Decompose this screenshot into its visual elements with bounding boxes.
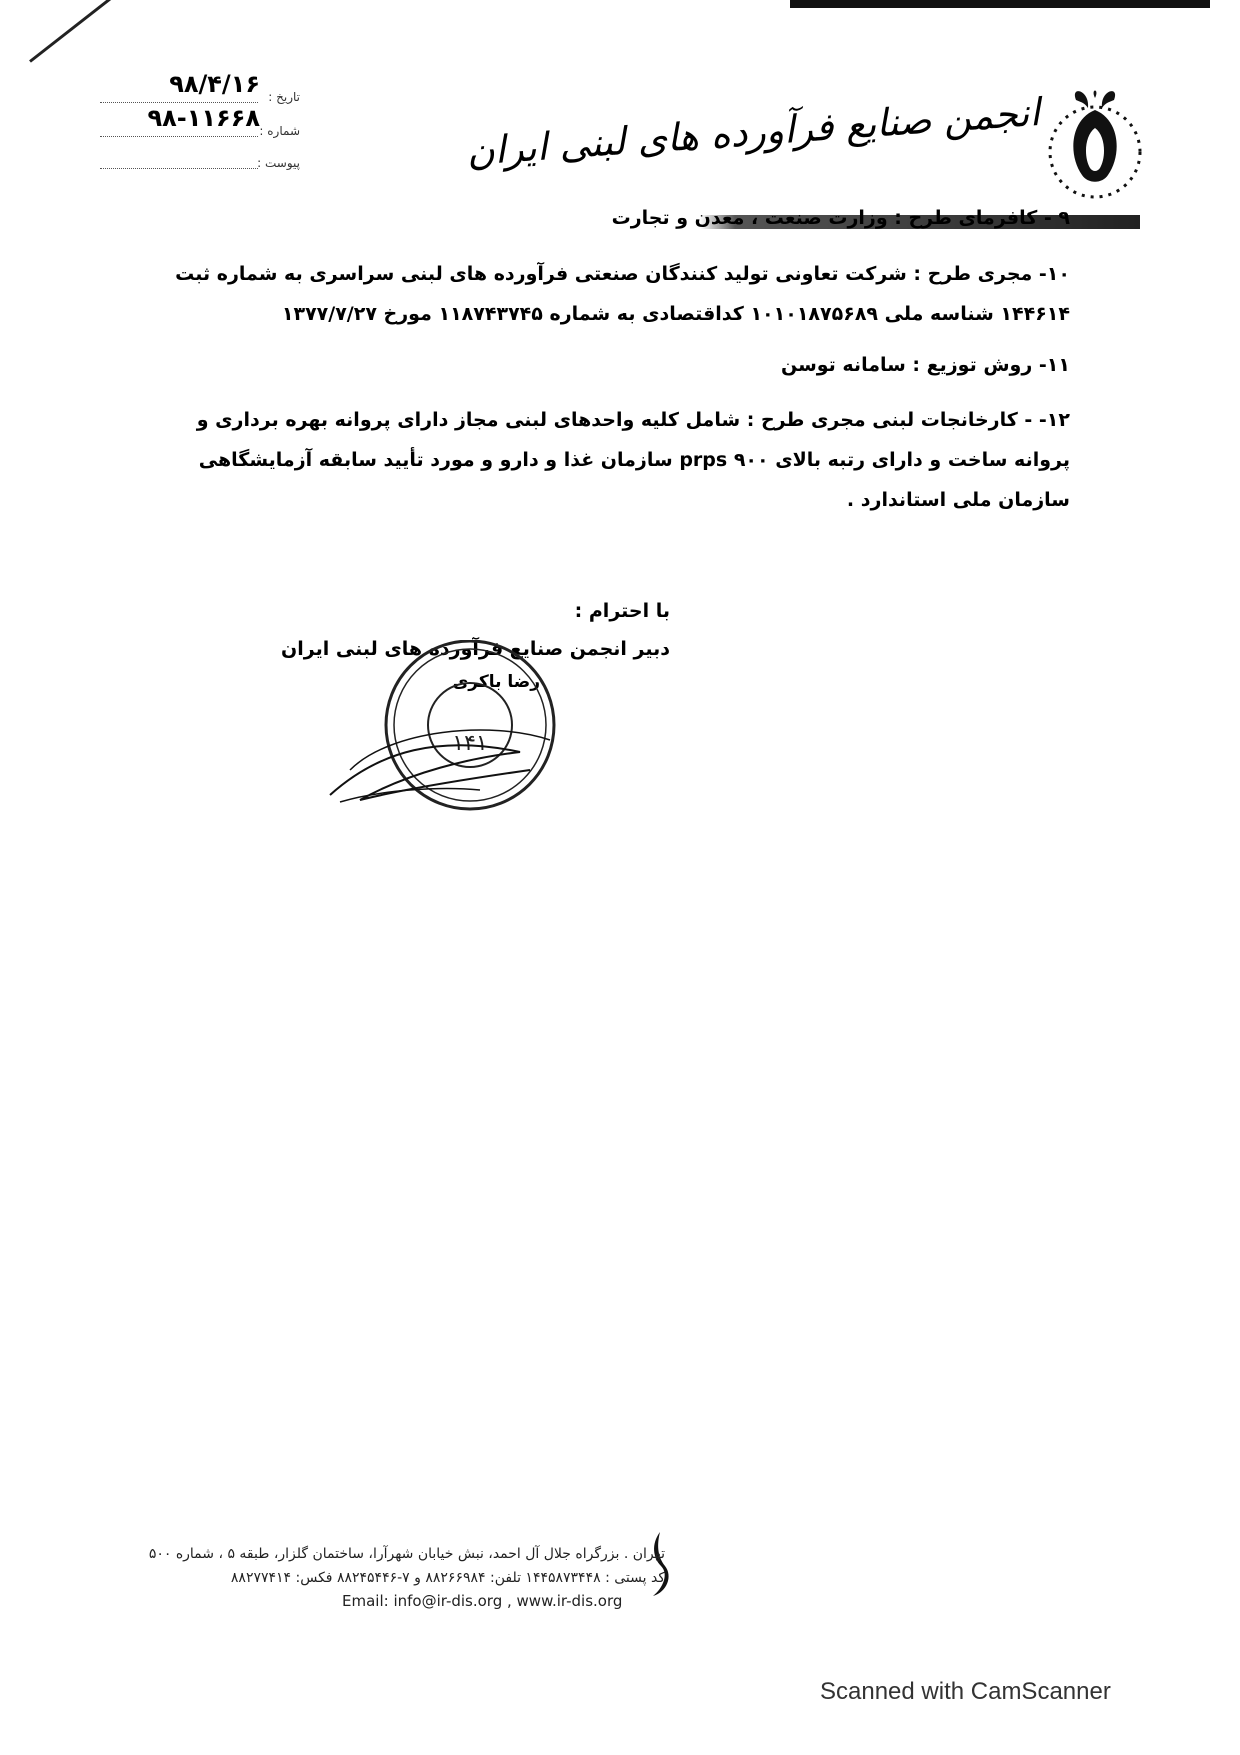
footer-address: تهران . بزرگراه جلال آل احمد، نبش خیابان شهرآرا، ساختمان گلزار، طبقه ۵ ، شماره ۵۰۰ <box>148 1546 665 1562</box>
official-stamp <box>320 640 620 820</box>
date-label: تاریخ : <box>268 90 300 104</box>
attachment-dots <box>100 168 258 169</box>
regards-text: با احترام : <box>574 600 670 622</box>
stamp-number: ۱۴۱ <box>452 731 488 756</box>
number-label: شماره : <box>259 124 300 138</box>
number-dots <box>100 136 258 137</box>
number-field <box>70 104 300 144</box>
camscanner-watermark: Scanned with CamScanner <box>820 1678 1111 1705</box>
item-11: ۱۱- روش توزیع : سامانه توسن <box>780 354 1070 376</box>
attachment-label: پیوست : <box>257 156 300 170</box>
association-logo-icon <box>1040 80 1150 210</box>
footer-contact: کد پستی : ۱۴۴۵۸۷۳۴۴۸ تلفن: ۸۸۲۶۶۹۸۴ و ۷-۸۸۲۴۵۴۴۶ فکس: ۸۸۲۷۷۴۱۴ <box>230 1570 665 1586</box>
item-9: ۹ - کافرمای طرح : وزارت صنعت ، معدن و تجارت <box>611 207 1070 229</box>
signatory-title: دبیر انجمن صنایع فرآورده های لبنی ایران <box>281 638 670 660</box>
date-dots <box>100 102 258 103</box>
number-value: ۹۸-۱۱۶۶۸ <box>147 104 260 132</box>
footer-logo-icon <box>645 1530 675 1600</box>
top-border-bar <box>790 0 1210 8</box>
item-10: ۱۰- مجری طرح : شرکت تعاونی تولید کنندگان صنعتی فرآورده های لبنی سراسری به شماره ثبت ۱۴۴۶۱۴ شناسه ملی ۱۰۱۰۱۸۷۵۶۸۹ کداقتصادی به شماره ۱۱۸۷۴۳۷۴۵ مورخ ۱۳۷۷/۷/۲۷ <box>175 263 1070 325</box>
item-12: ۱۲- - کارخانجات لبنی مجری طرح : شامل کلیه واحدهای لبنی مجاز دارای پروانه بهره برداری و پروانه ساخت و دارای رتبه بالای ۹۰۰ prps سازمان غذا و دارو و مورد تأیید سابقه آزمایشگاهی سازمان ملی استاندارد . <box>196 409 1070 511</box>
signatory-name: رضا باکری <box>452 672 540 692</box>
footer-email: Email: info@ir-dis.org , www.ir-dis.org <box>342 1592 623 1610</box>
attachment-field <box>70 140 300 180</box>
date-value: ۹۸/۴/۱۶ <box>169 70 260 98</box>
corner-slash-line <box>29 0 204 63</box>
organization-title: انجمن صنایع فرآورده های لبنی ایران <box>464 90 1041 174</box>
